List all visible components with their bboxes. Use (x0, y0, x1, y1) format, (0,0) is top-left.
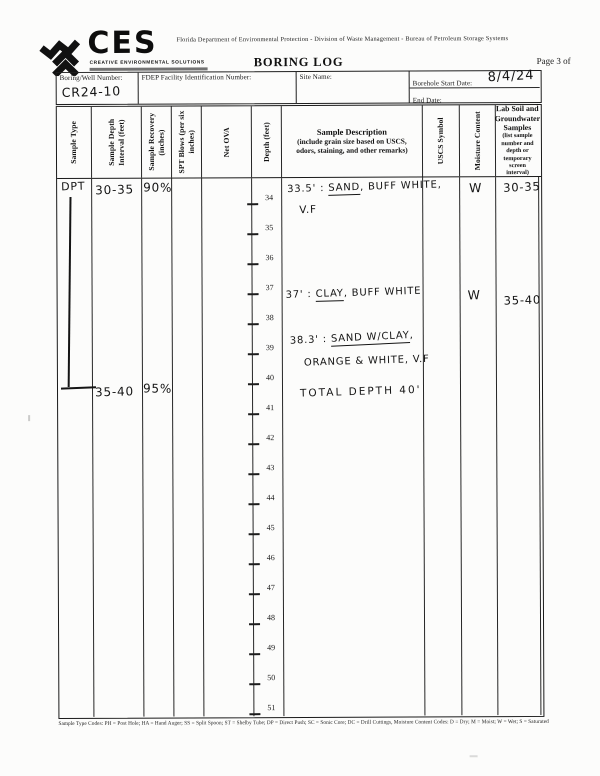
depth-tick-dash (249, 653, 260, 655)
depth-tick-dash (249, 623, 260, 625)
ces-logo-text: CES (87, 25, 158, 62)
header-spt-blows (172, 106, 202, 177)
header-depth-interval (92, 107, 142, 178)
boring-log-table (56, 104, 545, 719)
boring-well-number-label: Boring/Well Number: (59, 73, 123, 83)
header-lab-samples-sub: (list sample number and depth or temporary screen interval) (501, 132, 534, 177)
header-net-ova-label: Net OVA (221, 126, 231, 157)
scan-artifact (470, 755, 478, 757)
depth-tick-dash (249, 683, 260, 685)
depth-tick-dash (248, 293, 259, 295)
depth-tick-label: 38 (265, 313, 274, 323)
depth-tick-dash (248, 323, 259, 325)
total-depth-note: TOTAL DEPTH 40' (299, 383, 422, 400)
boring-well-number-cell (57, 73, 139, 104)
depth-tick-dash (247, 263, 258, 265)
borehole-start-date-row (410, 67, 540, 89)
col-spt-blows (172, 178, 204, 716)
description-3-soil: SAND W/CLAY (330, 329, 410, 345)
depth-tick-label: 46 (266, 553, 275, 563)
borehole-end-date-row (410, 88, 540, 105)
fdep-facility-id-label: FDEP Facility Identification Number: (141, 73, 252, 82)
header-net-ova (202, 106, 252, 177)
header-lab-samples-title: Lab Soil and Groundwater Samples (494, 104, 541, 132)
col-depth-interval (92, 179, 144, 717)
depth-ruler (252, 178, 283, 716)
borehole-end-date-label: End Date: (412, 96, 442, 105)
depth-tick-dash (248, 383, 259, 385)
department-line: Florida Department of Environmental Protection - Division of Waste Management - Bureau of Petroleum Storage Systems (176, 35, 509, 44)
depth-tick-dash (248, 443, 259, 445)
description-3-detail: , (409, 329, 414, 341)
description-1-soil: SAND (328, 181, 361, 194)
description-2-depth: 37' : (285, 288, 316, 301)
depth-tick-label: 51 (267, 703, 276, 713)
header-moisture (460, 105, 496, 176)
col-description (282, 177, 425, 716)
depth-tick-label: 41 (266, 403, 275, 413)
depth-tick-label: 36 (265, 253, 274, 263)
header-spt-blows-label: SPT Blows (per six inches) (176, 110, 196, 174)
col-lab-samples (496, 177, 541, 715)
recovery-entry-2: 95% (142, 381, 173, 396)
header-sample-description (282, 105, 423, 177)
header-sample-type-label: Sample Type (68, 121, 79, 164)
header-sample-type (57, 107, 92, 178)
col-depth-ruler (252, 178, 284, 716)
depth-tick-label: 35 (265, 223, 274, 233)
borehole-info-strip (56, 67, 542, 105)
depth-tick-label: 47 (266, 583, 275, 593)
borehole-start-date-label: Borehole Start Date: (412, 79, 473, 88)
depth-tick-dash (249, 533, 260, 535)
site-name-label: Site Name: (299, 72, 332, 81)
description-2-detail: , BUFF WHITE (343, 285, 422, 300)
depth-tick-dash (248, 473, 259, 475)
depth-tick-label: 45 (266, 523, 275, 533)
col-net-ova (202, 178, 254, 716)
site-name-cell (297, 72, 410, 103)
sample-type-codes-legend: Sample Type Codes: PH = Post Hole; HA = Hand Auger; SS = Split Spoon; ST = Shelby Tube; DP = Direct Push; SC = Sonic Core; DC = Drill Cuttings, Moisture Content Codes: D = Dry; M = Moist; W = Wet; S = Saturated (58, 718, 549, 728)
header-sample-description-sub: (include grain size based on USCS, odors, staining, and other remarks) (296, 136, 408, 156)
scan-artifact (28, 415, 30, 421)
description-entry-1-line2: V.F (299, 203, 318, 217)
depth-tick-dash (249, 713, 260, 715)
sample-type-entry: DPT (60, 179, 86, 194)
interval-entry-1: 30-35 (94, 182, 135, 198)
header-depth-feet-label: Depth (feet) (261, 121, 271, 162)
header-moisture-label: Moisture Content (472, 111, 482, 171)
col-moisture (460, 177, 498, 715)
depth-tick-label: 44 (266, 493, 275, 503)
page-number-label: Page 3 of (536, 55, 571, 66)
borehole-start-date-value: 8/4/24 (487, 67, 535, 86)
header-depth-interval-label: Sample Depth Interval (feet) (106, 118, 126, 166)
fdep-facility-id-cell (139, 72, 297, 104)
depth-tick-label: 50 (267, 673, 276, 683)
column-header-row (57, 105, 541, 179)
interval-entry-2: 35-40 (94, 384, 135, 400)
header-sample-description-title: Sample Description (316, 127, 387, 137)
lab-sample-entry-2: 35-40 (503, 292, 542, 308)
depth-tick-dash (247, 233, 258, 235)
depth-tick-label: 48 (266, 613, 276, 623)
header-uscs-symbol (423, 105, 460, 176)
depth-tick-dash (248, 413, 259, 415)
col-sample-type (57, 179, 94, 717)
header-uscs-symbol-label: USCS Symbol (435, 117, 446, 165)
header-recovery (142, 107, 172, 178)
header-lab-samples (496, 105, 539, 176)
depth-tick-label: 42 (266, 433, 275, 443)
depth-tick-label: 43 (266, 463, 275, 473)
moisture-entry-2: W (467, 287, 481, 303)
description-3-depth: 38.3' : (289, 333, 332, 347)
moisture-entry-1: W (468, 180, 483, 196)
depth-tick-label: 37 (265, 283, 274, 293)
depth-tick-label: 40 (265, 373, 274, 383)
description-2-soil: CLAY (315, 288, 344, 300)
header-recovery-label: Sample Recovery (inches) (146, 113, 166, 172)
log-body (57, 177, 543, 717)
description-1-depth: 33.5' : (286, 182, 329, 196)
depth-tick-dash (249, 593, 260, 595)
page-title: BORING LOG (253, 54, 344, 70)
description-1-detail: , BUFF WHITE, (359, 179, 442, 193)
col-recovery (142, 179, 174, 717)
depth-tick-dash (247, 203, 258, 205)
header-depth-feet (252, 106, 282, 177)
depth-tick-dash (249, 503, 260, 505)
boring-well-number-value: CR24-10 (61, 83, 122, 101)
depth-tick-label: 34 (265, 193, 274, 203)
depth-tick-label: 49 (267, 643, 276, 653)
recovery-entry-1: 90% (143, 180, 173, 195)
description-entry-3-line2: ORANGE & WHITE, V.F (303, 353, 430, 369)
depth-tick-label: 39 (265, 343, 274, 353)
ces-tagline: CREATIVE ENVIRONMENTAL SOLUTIONS (89, 60, 205, 66)
col-uscs (423, 177, 462, 715)
lab-sample-entry-1: 30-35 (502, 179, 541, 195)
depth-tick-dash (249, 563, 260, 565)
borehole-dates-cell (410, 67, 540, 105)
depth-tick-dash (248, 353, 259, 355)
